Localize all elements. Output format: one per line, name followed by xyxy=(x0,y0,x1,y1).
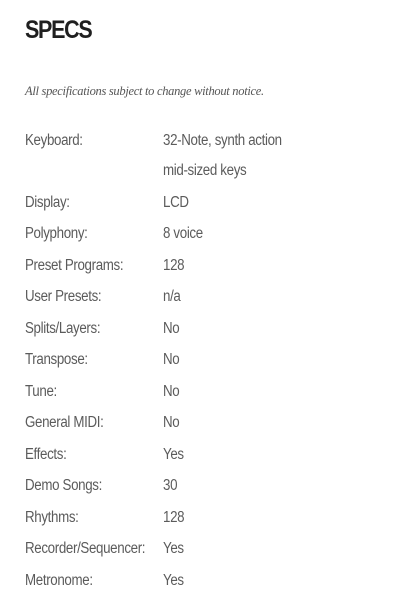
spec-row-preset-programs xyxy=(25,251,395,281)
spec-label: Polyphony: xyxy=(25,225,88,242)
spec-value: n/a xyxy=(163,288,181,305)
spec-value: No xyxy=(163,319,180,337)
spec-value: No xyxy=(163,414,180,431)
spec-label: General MIDI: xyxy=(25,414,104,431)
specs-list xyxy=(25,126,395,597)
spec-row-metronome xyxy=(25,566,395,596)
spec-label: Effects: xyxy=(25,445,67,463)
spec-label: Recorder/Sequencer: xyxy=(25,540,146,557)
spec-row-demo-songs xyxy=(25,471,395,501)
spec-value: 30 xyxy=(163,477,178,494)
spec-value: 8 voice xyxy=(163,225,203,242)
spec-label: Transpose: xyxy=(25,351,88,368)
spec-row-rhythms xyxy=(25,503,395,533)
spec-label: Display: xyxy=(25,193,70,211)
spec-label: Tune: xyxy=(25,382,57,400)
spec-row-polyphony xyxy=(25,219,395,249)
spec-label: Splits/Layers: xyxy=(25,319,101,337)
spec-label: Keyboard: xyxy=(25,132,83,149)
specs-title: SPECS xyxy=(25,16,92,44)
spec-row-user-presets xyxy=(25,282,395,312)
spec-value: 128 xyxy=(163,256,185,274)
specs-disclaimer: All specifications subject to change without notice. xyxy=(25,84,264,98)
spec-value-line: mid-sized keys xyxy=(163,162,247,179)
spec-value: No xyxy=(163,351,180,368)
spec-value xyxy=(163,126,363,186)
spec-value: No xyxy=(163,382,180,400)
spec-value: LCD xyxy=(163,193,189,211)
spec-value: Yes xyxy=(163,540,184,557)
spec-row-effects xyxy=(25,440,395,470)
spec-row-transpose xyxy=(25,345,395,375)
spec-label: User Presets: xyxy=(25,288,102,305)
spec-label: Metronome: xyxy=(25,571,93,589)
spec-value: Yes xyxy=(163,571,184,589)
spec-label: Preset Programs: xyxy=(25,256,124,274)
spec-row-general-midi xyxy=(25,408,395,438)
spec-value-line: 32-Note, synth action xyxy=(163,132,282,149)
spec-row-splits-layers xyxy=(25,314,395,344)
spec-row-keyboard xyxy=(25,126,395,186)
spec-row-display xyxy=(25,188,395,218)
spec-value: 128 xyxy=(163,508,185,526)
spec-label: Demo Songs: xyxy=(25,477,102,494)
spec-value: Yes xyxy=(163,445,184,463)
spec-label: Rhythms: xyxy=(25,508,79,526)
spec-row-tune xyxy=(25,377,395,407)
spec-row-recorder-sequencer xyxy=(25,534,395,564)
